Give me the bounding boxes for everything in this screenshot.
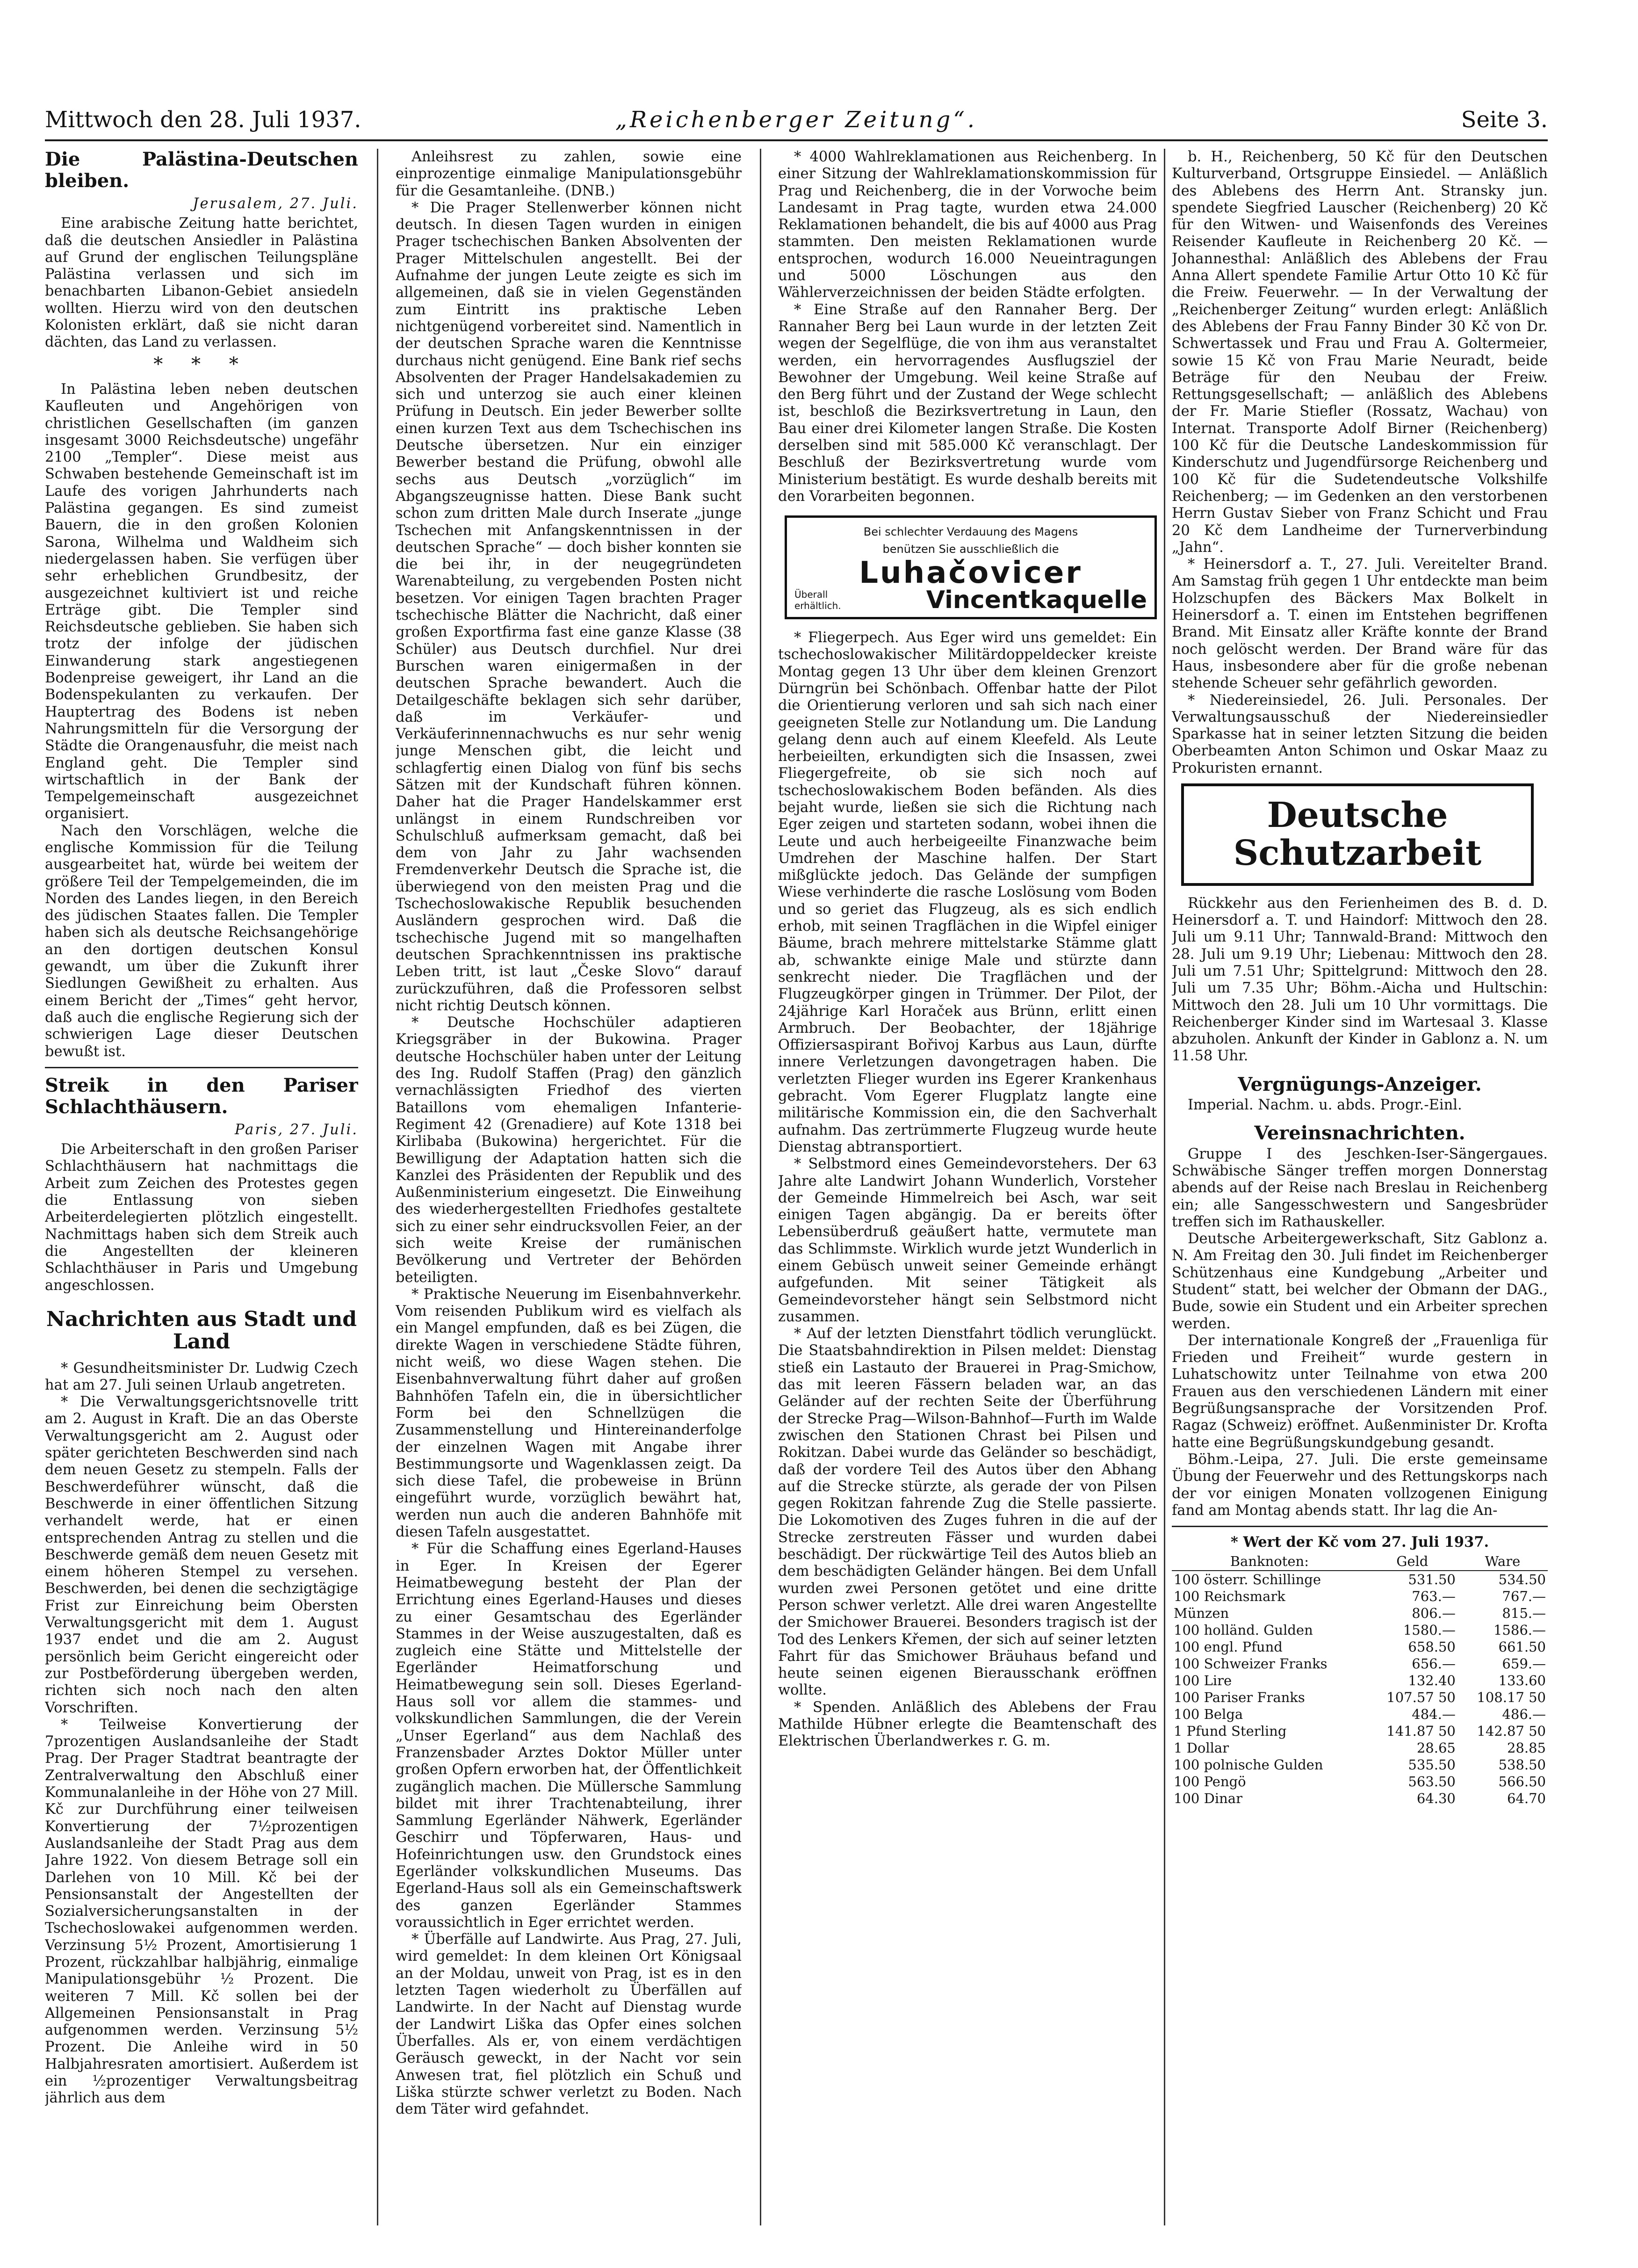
dateline: Paris, 27. Juli.	[235, 1121, 358, 1138]
currency-ask: 659.—	[1502, 1656, 1546, 1672]
table-row	[1172, 1605, 1548, 1622]
dateline: Jerusalem, 27. Juli.	[193, 196, 358, 212]
currency-name: 100 Reichsmark	[1174, 1588, 1285, 1605]
table-row	[1172, 1571, 1548, 1588]
header-page-number: Seite 3.	[1461, 107, 1548, 133]
currency-table-title: * Wert der Kč vom 27. Juli 1937.	[1230, 1534, 1489, 1551]
table-divider	[1172, 1526, 1548, 1527]
currency-name: 100 Schweizer Franks	[1174, 1656, 1328, 1672]
currency-ask: 534.50	[1498, 1572, 1546, 1588]
currency-bid: 531.50	[1408, 1572, 1456, 1588]
column-header: Ware	[1458, 1552, 1548, 1571]
currency-bid: 563.50	[1408, 1774, 1456, 1790]
article-paragraph: * Die Prager Stellenwerber können nicht deutsch. In diesen Tagen wurden in einigen Prager tschechischen Banken Absolventen der Prager Mittelschulen angestellt. Bei der Aufnahme der jungen Leute zeigte es sich im allgemeinen, daß sie in vielen Gegenständen zum Eintritt ins praktische Leben nichtgenügend vorbereitet sind. Namentlich in der deutschen Sprache waren die Kenntnisse durchaus nicht genügend. Eine Bank rief sechs Absolventen der Prager Handelsakademien zu sich und unterzog sie auch einer kleinen Prüfung in Deutsch. Ein jeder Bewerber sollte einen kurzen Text aus dem Tschechischen ins Deutsche übersetzen. Nur ein einziger Bewerber bestand die Prüfung, obwohl alle sechs aus Deutsch „vorzüglich“ im Abgangszeugnisse hatten. Diese Bank sucht schon zum dritten Male durch Inserate „junge Tschechen mit Anfangskenntnissen in der deutschen Sprache“ — doch bisher konnten sie die bei ihr, in der neugegründeten Warenabteilung, zu vergebenden Posten nicht besetzen. Vor einigen Tagen brachten Prager tschechische Blätter die Nachricht, daß einer großen Exportfirma fast eine ganze Klasse (38 Schüler) aus Deutsch durchfiel. Nur drei Burschen waren einigermaßen in der deutschen Sprache bewandert. Auch die Detailgeschäfte beklagen sich sehr darüber, daß im Verkäufer- und Verkäuferinnennachwuchs es nur sehr wenig junge Menschen gibt, die leicht und schlagfertig einen Dialog von fünf bis sechs Sätzen mit der Kundschaft führen können. Daher hat die Prager Handelskammer erst unlängst in einem Rundschreiben vor Schulschluß aufmerksam gemacht, daß bei dem von Jahr zu Jahr wachsenden Fremdenverkehr Deutsch die Sprache ist, die überwiegend von den meisten Prag und die Tschechoslowakische Republik besuchenden Ausländern gesprochen wird. Daß die tschechische Jugend mit so mangelhaften deutschen Sprachkenntnissen ins praktische Leben tritt, ist laut „Česke Slovo“ darauf zurückzuführen, daß die Professoren selbst nicht richtig Deutsch können.	[396, 199, 742, 1014]
article-paragraph: * Teilweise Konvertierung der 7prozentigen Auslandsanleihe der Stadt Prag. Der Prager Stadtrat beantragte der Zentralverwaltung den Abschluß einer Kommunalanleihe in der Höhe von 27 Mill. Kč zur Durchführung einer teilweisen Konvertierung der 7½prozentigen Auslandsanleihe der Stadt Prag aus dem Jahre 1922. Von diesem Betrage soll ein Darlehen von 10 Mill. Kč bei der Pensionsanstalt der Angestellten der Sozialversicherungsanstalten in der Tschechoslowakei aufgenommen werden. Verzinsung 5½ Prozent, Amortisierung 1 Prozent, rückzahlbar halbjährig, einmalige Manipulationsgebühr ½ Prozent. Die weiteren 7 Mill. Kč sollen bei der Allgemeinen Pensionsanstalt in Prag aufgenommen werden. Verzinsung 5½ Prozent. Die Anleihe wird in 50 Halbjahresraten amortisiert. Außerdem ist ein ½prozentiger Verwaltungsbeitrag jährlich aus dem	[45, 1716, 358, 2107]
article-paragraph: Der internationale Kongreß der „Frauenliga für Frieden und Freiheit“ wurde gestern in Luhatschowitz unter Teilnahme von etwa 200 Frauen aus den verschiedenen Ländern mit einer Begrüßungsansprache der Vorsitzenden Prof. Ragaz (Schweiz) eröffnet. Außenminister Dr. Krofta hatte eine Begrüßungskundgebung gesandt.	[1172, 1332, 1548, 1451]
ad-availability	[794, 589, 841, 611]
currency-name: 100 Dinar	[1174, 1790, 1242, 1807]
table-row	[1172, 1622, 1548, 1638]
advertisement-luhacovice	[785, 515, 1157, 619]
article-divider	[45, 1067, 358, 1068]
column-3	[778, 149, 1157, 2225]
header-masthead: „Reichenberger Zeitung“.	[615, 107, 978, 133]
currency-ask: 767.—	[1502, 1588, 1546, 1605]
article-paragraph: * Auf der letzten Dienstfahrt tödlich verunglückt. Die Staatsbahndirektion in Pilsen meldet: Dienstag stieß ein Lastauto der Brauerei in Prag-Smichow, das mit leeren Fässern beladen war, an das Geländer auf der rechten Seite der Überführung der Strecke Prag—Wilson-Bahnhof—Furth im Walde zwischen den Stationen Chrast bei Pilsen und Rokitzan. Dabei wurde das Geländer so beschädigt, daß der vordere Teil des Autos über den Abhang auf die Strecke stürzte, als gerade der von Pilsen gegen Rokitzan fahrende Zug die Stelle passierte. Die Lokomotiven des Zuges fuhren in die auf der Strecke zerstreuten Fässer und wurden dabei beschädigt. Der rückwärtige Teil des Autos blieb an dem beschädigten Geländer hängen. Bei dem Unfall wurden zwei Personen getötet und eine dritte Person schwer verletzt. Alle drei waren Angestellte der Smichower Brauerei. Besonders tragisch ist der Tod des Lenkers Křemen, der sich auf seiner letzten Fahrt für das Smichower Bräuhaus befand und heute seinen eigenen Bierausschank eröffnen wollte.	[778, 1326, 1157, 1699]
currency-name: 100 Pariser Franks	[1174, 1689, 1305, 1706]
currency-ask: 538.50	[1498, 1757, 1546, 1773]
currency-ask: 815.—	[1502, 1605, 1546, 1622]
article-headline: Streik in den Pariser Schlachthäusern.	[45, 1074, 358, 1118]
column-header: Banknoten:	[1172, 1552, 1367, 1571]
currency-ask: 486.—	[1502, 1706, 1546, 1723]
article-paragraph: * Deutsche Hochschüler adaptieren Kriegsgräber in der Bukowina. Prager deutsche Hochschüler haben unter der Leitung des Ing. Rudolf Staffen (Prag) den gänzlich vernachlässigten Friedhof des vierten Bataillons vom ehemaligen Infanterie-Regiment 42 (Grenadiere) auf Kote 1318 bei Kirlibaba (Bukowina) hergerichtet. Für die Bewilligung der Adaptation hatten sich die Kanzlei des Präsidenten der Republik und des Außenministerium eingesetzt. Die Einweihung des wiederhergestellten Friedhofes gestaltete sich zu einer sehr eindrucksvollen Feier, an der sich weite Kreise der rumänischen Bevölkerung und Vertreter der Behörden beteiligten.	[396, 1014, 742, 1286]
article-paragraph: * Spenden. Anläßlich des Ablebens der Frau Mathilde Hübner erlegte die Beamtenschaft des Elektrischen Überlandwerkes r. G. m.	[778, 1699, 1157, 1750]
currency-ask: 566.50	[1498, 1774, 1546, 1790]
column-divider	[377, 149, 378, 2225]
table-row	[1172, 1773, 1548, 1790]
column-header: Geld	[1367, 1552, 1458, 1571]
currency-table-body	[1172, 1571, 1548, 1807]
page-header	[45, 107, 1548, 135]
article-paragraph: Deutsche Arbeitergewerkschaft, Sitz Gablonz a. N. Am Freitag den 30. Juli findet im Reichenberger Schützenhaus eine Kundgebung „Arbeiter und Student“ statt, bei welcher der Obmann der DAG., Bude, sowie ein Student und ein Arbeiter sprechen werden.	[1172, 1231, 1548, 1332]
currency-bid: 141.87 50	[1386, 1723, 1456, 1739]
currency-bid: 28.65	[1416, 1740, 1456, 1756]
currency-name: 1 Dollar	[1174, 1740, 1229, 1756]
article-paragraph: * Niedereinsiedel, 26. Juli. Personales. Der Verwaltungsausschuß der Niedereinsiedler Sparkasse hat in seiner letzten Sitzung die beiden Oberbeamten Anton Schimon und Oskar Maaz zu Prokuristen ernannt.	[1172, 692, 1548, 776]
article-paragraph: Gruppe I des Jeschken-Iser-Sängergaues. Schwäbische Sänger treffen morgen Donnerstag abends auf der Reise nach Breslau in Reichenberg ein; alle Sangesschwestern und Sangesbrüder treffen sich im Rathauskeller.	[1172, 1145, 1548, 1230]
article-paragraph: * Fliegerpech. Aus Eger wird uns gemeldet: Ein tschechoslowakischer Militärdoppeldecker kreiste Montag gegen 13 Uhr über dem kleinen Grenzort Dürngrün bei Schönbach. Offenbar hatte der Pilot die Orientierung verloren und sah sich nach einer geeigneten Stelle zur Notlandung um. Die Landung gelang denn auch auf einem Kleefeld. Als Leute herbeieilten, erkundigten sich die Insassen, zwei Fliegergefreite, ob sie sich noch auf tschechoslowakischem Boden befänden. Als dies bejaht wurde, ließen sie sich die Richtung nach Eger zeigen und starteten sodann, wobei ihnen die Leute und auch herbeigeeilte Finanzwache beim Umdrehen der Maschine halfen. Der Start mißglückte jedoch. Das Gelände der sumpfigen Wiese verhinderte die rasche Loslösung vom Boden und so geriet das Flugzeug, als es sich endlich erhob, mit seinen Tragflächen in die Wipfel einiger Bäume, brach mehrere mittelstarke Stämme glatt ab, schwankte einige Male und stürzte dann senkrecht nieder. Die Tragflächen und der Flugzeugkörper gingen in Trümmer. Der Pilot, der 24jährige Karl Horaček aus Brünn, erlitt einen Armbruch. Der Beobachter, der 18jährige Offiziersaspirant Bořivoj Karbus aus Laun, dürfte innere Verletzungen davongetragen haben. Die verletzten Flieger wurden ins Egerer Krankenhaus gebracht. Vom Egerer Flugplatz langte eine militärische Kommission ein, die den Sachverhalt aufnahm. Das zertrümmerte Flugzeug wurde heute Dienstag abtransportiert.	[778, 630, 1157, 1155]
ad-bottom-row	[794, 586, 1147, 614]
currency-name: 100 österr. Schillinge	[1174, 1572, 1321, 1588]
ad-line: Bei schlechter Verdauung des Magens	[863, 525, 1078, 539]
article-paragraph: Rückkehr aus den Ferienheimen des B. d. D. Heinersdorf a. T. und Haindorf: Mittwoch den 28. Juli um 9.11 Uhr; Tannwald-Brand: Mittwoch den 28. Juli um 9.19 Uhr; Liebenau: Mittwoch den 28. Juli um 7.51 Uhr; Spittelgrund: Mittwoch den 28. Juli um 7.35 Uhr; Böhm.-Aicha und Hultschin: Mittwoch den 28. Juli um 10 Uhr vormittags. Die Reichenberger Kinder sind im Wartesaal 3. Klasse abzuholen. Ankunft der Kinder in Gablonz a. N. um 11.58 Uhr.	[1172, 895, 1548, 1065]
article-paragraph: Imperial. Nachm. u. abds. Progr.-Einl.	[1188, 1097, 1462, 1114]
article-paragraph: Die Arbeiterschaft in den großen Pariser Schlachthäusern hat nachmittags die Arbeit zum Zeichen des Protestes gegen die Entlassung von sieben Arbeiterdelegierten plötzlich eingestellt. Nachmittags haben sich dem Streik auch die Angestellten der kleineren Schlachthäuser in Paris und Umgebung angeschlossen.	[45, 1141, 358, 1294]
article-paragraph: Nach den Vorschlägen, welche die englische Kommission für die Teilung ausgearbeitet hat, würde bei weitem der größere Teil der Tempelgemeinden, die im Norden des Landes liegen, in den Bereich des jüdischen Staates fallen. Die Templer haben sich als deutsche Reichsangehörige an den dortigen deutschen Konsul gewandt, um über die Zukunft ihrer Siedlungen Gewißheit zu erhalten. Aus einem Bericht der „Times“ geht hervor, daß auch die englische Regierung sich der schwierigen Lage dieser Deutschen bewußt ist.	[45, 822, 358, 1060]
table-row	[1172, 1689, 1548, 1706]
currency-ask: 133.60	[1498, 1673, 1546, 1689]
table-row	[1172, 1638, 1548, 1655]
currency-name: Münzen	[1174, 1605, 1229, 1622]
ad-brand: Luhačovicer	[859, 555, 1082, 590]
section-stars: * * *	[153, 353, 250, 375]
currency-bid: 806.—	[1412, 1605, 1456, 1622]
currency-bid: 763.—	[1412, 1588, 1456, 1605]
currency-name: 100 Belga	[1174, 1706, 1243, 1723]
article-paragraph: * Eine Straße auf den Rannaher Berg. Der Rannaher Berg bei Laun wurde in der letzten Zeit wegen der Segelflüge, die von ihm aus veranstaltet werden, ein hervorragendes Ausflugsziel der Bewohner der Umgebung. Weil keine Straße auf den Berg führt und der Zustand der Wege schlecht ist, beschloß die Bezirksvertretung in Laun, den Bau einer drei Kilometer langen Straße. Die Kosten derselben sind mit 585.000 Kč veranschlagt. Der Beschluß der Bezirksvertretung wurde vom Ministerium bestätigt. Es wurde deshalb bereits mit den Vorarbeiten begonnen.	[778, 301, 1157, 505]
currency-table	[1172, 1552, 1548, 1807]
table-row	[1172, 1588, 1548, 1605]
table-row	[1172, 1756, 1548, 1773]
currency-bid: 484.—	[1412, 1706, 1456, 1723]
article-paragraph: * Praktische Neuerung im Eisenbahnverkehr. Vom reisenden Publikum wird es vielfach als ein Mangel empfunden, daß es bei Zügen, die direkte Wagen in verschiedene Städte führen, nicht weiß, wo diese Wagen stehen. Die Eisenbahnverwaltung führt daher auf großen Bahnhöfen Tafeln ein, die in übersichtlicher Form bei den Schnellzügen die Zusammenstellung und Hintereinanderfolge der einzelnen Wagen mit Angabe ihrer Bestimmungsorte und Wagenklassen zeigt. Da sich diese Tafel, die probeweise in Brünn eingeführt wurde, vorzüglich bewährt hat, werden nun auch die anderen Bahnhöfe mit diesen Tafeln ausgestattet.	[396, 1286, 742, 1541]
ad-small-line: erhältlich.	[794, 600, 841, 612]
article-paragraph: * 4000 Wahlreklamationen aus Reichenberg. In einer Sitzung der Wahlreklamationskommission für Prag und Reichenberg, die in der Vorwoche beim Landesamt in Prag tagte, wurden etwa 24.000 Reklamationen behandelt, die bis auf 4000 aus Prag stammten. Den meisten Reklamationen wurde entsprochen, wodurch 16.000 Neueintragungen und 5000 Löschungen aus den Wählerverzeichnissen der beiden Städte erfolgten.	[778, 149, 1157, 301]
section-heading: Vereinsnachrichten.	[1254, 1122, 1465, 1145]
currency-name: 1 Pfund Sterling	[1174, 1723, 1287, 1739]
currency-bid: 658.50	[1408, 1639, 1456, 1655]
ad-product: Vincentkaquelle	[926, 586, 1147, 614]
article-paragraph: * Überfälle auf Landwirte. Aus Prag, 27. Juli, wird gemeldet: In dem kleinen Ort Königsaal an der Moldau, unweit von Prag, ist es in den letzten Tagen wiederholt zu Überfällen auf Landwirte. In der Nacht auf Dienstag wurde der Landwirt Liška das Opfer eines solchen Überfalles. Als er, von einem verdächtigen Geräusch geweckt, in der Nacht vor sein Anwesen trat, fiel plötzlich ein Schuß und Liška stürzte schwer verletzt zu Boden. Nach dem Täter wird gefahndet.	[396, 1931, 742, 2118]
table-row	[1172, 1723, 1548, 1739]
currency-ask: 142.87 50	[1477, 1723, 1546, 1739]
currency-name: 100 Pengö	[1174, 1774, 1246, 1790]
column-divider	[760, 149, 761, 2225]
currency-bid: 132.40	[1408, 1673, 1456, 1689]
column-1	[45, 149, 358, 2225]
column-4	[1172, 149, 1548, 2225]
currency-ask: 1586.—	[1493, 1622, 1546, 1638]
currency-ask: 108.17 50	[1477, 1689, 1546, 1706]
column-divider	[1164, 149, 1165, 2225]
article-paragraph: * Für die Schaffung eines Egerland-Hauses in Eger. In Kreisen der Egerer Heimatbewegung besteht der Plan der Errichtung eines Egerland-Hauses und dieses zu einer Gesamtschau des Egerländer Stammes in der Weise auszugestalten, daß es zugleich eine Stätte und Mittelstelle der Egerländer Heimatforschung und Heimatbewegung sein soll. Dieses Egerland-Haus soll vor allem die stammes- und volkskundlichen Sammlungen, die der Verein „Unser Egerland“ aus dem Nachlaß des Franzensbader Arztes Doktor Müller unter großen Opfern erworben hat, der Öffentlichkeit zugänglich machen. Die Müllersche Sammlung bildet mit ihrer Trachtenabteilung, ihrer Sammlung Egerländer Nähwerk, Egerländer Geschirr und Töpferwaren, Haus- und Hofeinrichtungen usw. den Grundstock eines Egerländer volkskundlichen Museums. Das Egerland-Haus soll als ein Gemeinschaftswerk des ganzen Egerländer Stammes voraussichtlich in Eger errichtet werden.	[396, 1541, 742, 1931]
ad-line: benützen Sie ausschließlich die	[882, 542, 1059, 556]
currency-name: 100 Lire	[1174, 1673, 1232, 1689]
article-paragraph: * Heinersdorf a. T., 27. Juli. Vereitelter Brand. Am Samstag früh gegen 1 Uhr entdeckte man beim Holzschupfen des Bäckers Max Bolkelt in Heinersdorf a. T. einen im Entstehen begriffenen Brand. Mit Einsatz aller Kräfte konnte der Brand noch gelöscht werden. Der Brand wäre für das Haus, insbesondere aber für die große nebenan stehende Scheuer sehr gefährlich geworden.	[1172, 556, 1548, 692]
currency-bid: 1580.—	[1403, 1622, 1456, 1638]
currency-ask: 28.85	[1507, 1740, 1546, 1756]
table-row	[1172, 1655, 1548, 1672]
article-headline: Die Palästina-Deutschen bleiben.	[45, 149, 358, 192]
currency-bid: 64.30	[1416, 1790, 1456, 1807]
header-date: Mittwoch den 28. Juli 1937.	[45, 107, 361, 133]
table-row	[1172, 1706, 1548, 1723]
currency-ask: 64.70	[1507, 1790, 1546, 1807]
header-rule	[45, 139, 1548, 141]
column-2	[396, 149, 742, 2225]
currency-ask: 661.50	[1498, 1639, 1546, 1655]
article-paragraph: * Selbstmord eines Gemeindevorstehers. Der 63 Jahre alte Landwirt Johann Wunderlich, Vorsteher der Gemeinde Himmelreich bei Asch, war seit einigen Tagen abgängig. Da er bereits öfter Lebensüberdruß geäußert hatte, vermutete man das Schlimmste. Wirklich wurde jetzt Wunderlich in einem Gebüsch unweit seiner Gemeinde erhängt aufgefunden. Mit seiner Tätigkeit als Gemeindevorsteher hängt sein Selbstmord nicht zusammen.	[778, 1156, 1157, 1325]
article-paragraph: * Die Verwaltungsgerichtsnovelle tritt am 2. August in Kraft. Die an das Oberste Verwaltungsgericht am 2. August oder später gerichteten Beschwerden sind nach dem neuen Gesetz zu stempeln. Falls der Beschwerdeführer wünscht, daß die Beschwerde in einer öffentlichen Sitzung verhandelt werde, hat er einen entsprechenden Antrag zu stellen und die Beschwerde gemäß dem neuen Gesetz mit einem höheren Stempel zu versehen. Beschwerden, bei denen die sechzigtägige Frist zur Einreichung beim Obersten Verwaltungsgericht mit dem 1. August 1937 endet und die am 2. August persönlich beim Gericht eingereicht oder zur Postbeförderung übergeben werden, richten sich noch nach den alten Vorschriften.	[45, 1394, 358, 1716]
currency-bid: 656.—	[1412, 1656, 1456, 1672]
boxed-heading: Deutsche Schutzarbeit	[1181, 783, 1534, 886]
currency-name: 100 polnische Gulden	[1174, 1757, 1323, 1773]
section-heading: Vergnügungs-Anzeiger.	[1238, 1073, 1482, 1095]
article-paragraph: In Palästina leben neben deutschen Kaufleuten und Angehörigen von christlichen Gesellschaften (im ganzen insgesamt 3000 Reichsdeutsche) ungefähr 2100 „Templer“. Diese meist aus Schwaben bestehende Gemeinschaft ist im Laufe des vorigen Jahrhunderts nach Palästina gegangen. Es sind zumeist Bauern, die in den großen Kolonien Sarona, Wilhelma und Waldheim sich niedergelassen haben. Sie verfügen über sehr erheblichen Grundbesitz, der ausgezeichnet kultiviert ist und reiche Erträge gibt. Die Templer sind Reichsdeutsche geblieben. Sie haben sich trotz der infolge der jüdischen Einwanderung stark angestiegenen Bodenpreise geweigert, ihr Land an die Bodenspekulanten zu verkaufen. Der Hauptertrag des Bodens ist neben Nahrungsmitteln für die Versorgung der Städte die Orangenausfuhr, die meist nach England geht. Die Templer sind wirtschaftlich in der Bank der Tempelgemeinschaft ausgezeichnet organisiert.	[45, 381, 358, 822]
currency-name: 100 holländ. Gulden	[1174, 1622, 1313, 1638]
ad-small-line: Überall	[794, 589, 828, 601]
article-paragraph: * Gesundheitsminister Dr. Ludwig Czech hat am 27. Juli seinen Urlaub angetreten.	[45, 1360, 358, 1393]
article-paragraph: b. H., Reichenberg, 50 Kč für den Deutschen Kulturverband, Ortsgruppe Einsiedel. — Anläßlich des Ablebens des Herrn Ant. Stransky jun. spendete Siegfried Lauscher (Reichenberg) 20 Kč für den Witwen- und Waisenfonds des Vereines Reisender Kaufleute in Reichenberg 20 Kč. — Johannesthal: Anläßlich des Ablebens der Frau Anna Allert spendete Familie Artur Otto 10 Kč für die Freiw. Feuerwehr. — In der Verwaltung der „Reichenberger Zeitung“ wurden erlegt: Anläßlich des Ablebens der Frau Fanny Binder 30 Kč von Dr. Schwertassek und Frau und Frau A. Goltermeier, sowie 15 Kč von Frau Marie Neuradt, beide Beträge für den Neubau der Freiw. Rettungsgesellschaft; — anläßlich des Ablebens der Fr. Marie Stiefler (Rossatz, Wachau) von Internat. Transporte Adolf Birner (Reichenberg) 100 Kč für die Deutsche Landeskommission für Kinderschutz und Jugendfürsorge Reichenberg und 100 Kč für die Sudetendeutsche Volkshilfe Reichenberg; — im Gedenken an den verstorbenen Herrn Gustav Sieber von Franz Schicht und Frau 20 Kč dem Landheime der Turnerverbindung „Jahn“.	[1172, 149, 1548, 556]
article-paragraph: Böhm.-Leipa, 27. Juli. Die erste gemeinsame Übung der Feuerwehr und des Rettungskorps nach der vor einigen Monaten vollzogenen Einigung fand am Montag abends statt. Ihr lag die An-	[1172, 1451, 1548, 1519]
table-row	[1172, 1790, 1548, 1807]
currency-bid: 107.57 50	[1386, 1689, 1456, 1706]
currency-name: 100 engl. Pfund	[1174, 1639, 1283, 1655]
article-paragraph: Anleihsrest zu zahlen, sowie eine einprozentige einmalige Manipulationsgebühr für die Gesamtanleihe. (DNB.)	[396, 149, 742, 199]
table-header-row	[1172, 1552, 1548, 1571]
currency-bid: 535.50	[1408, 1757, 1456, 1773]
table-row	[1172, 1739, 1548, 1756]
section-heading: Nachrichten aus Stadt und Land	[46, 1307, 357, 1354]
article-paragraph: Eine arabische Zeitung hatte berichtet, daß die deutschen Ansiedler in Palästina auf Grund der englischen Teilungspläne Palästina verlassen und sich im benachbarten Libanon-Gebiet ansiedeln wollten. Hierzu wird von den deutschen Kolonisten erklärt, daß sie nicht daran dächten, das Land zu verlassen.	[45, 215, 358, 351]
table-row	[1172, 1672, 1548, 1689]
